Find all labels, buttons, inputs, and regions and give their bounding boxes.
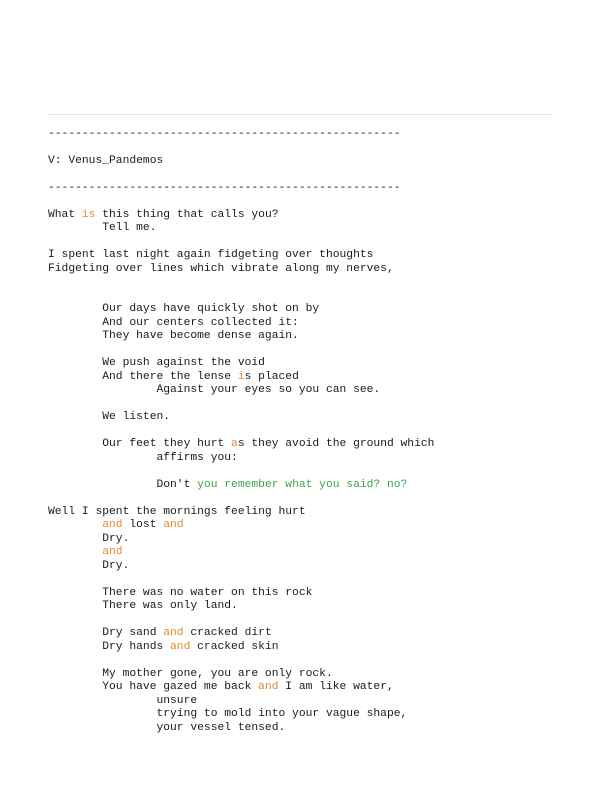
text-line: ---------------------------------------------------- xyxy=(48,127,401,140)
text-line xyxy=(48,168,434,182)
text-line: and lost and xyxy=(102,519,184,531)
text-line: trying to mold into your vague shape, xyxy=(48,708,408,720)
text-line xyxy=(48,465,434,479)
text-line: Dry. xyxy=(48,559,130,572)
text-line: Dry. xyxy=(48,532,130,545)
text-line xyxy=(48,573,434,587)
highlighted-word: i xyxy=(231,370,245,383)
text-line xyxy=(48,276,434,290)
text-line xyxy=(48,195,434,209)
text-line: Our feet they hurt as they avoid the ground which xyxy=(48,438,435,450)
text-line: You have gazed me back and I am like water, xyxy=(48,681,394,693)
text-line xyxy=(48,141,434,155)
text-line xyxy=(48,614,434,628)
highlighted-word: and xyxy=(102,546,123,558)
highlighted-word: is xyxy=(81,208,96,221)
text-line: There was no water on this rock xyxy=(48,586,313,599)
highlighted-word: you remember what you said? no? xyxy=(190,478,408,491)
highlighted-word: and xyxy=(170,640,191,653)
text-line xyxy=(48,398,434,412)
text-line: Our days have quickly shot on by xyxy=(48,303,320,315)
text-line: And our centers collected it: xyxy=(48,316,299,329)
text-line: We push against the void xyxy=(48,357,265,369)
text-line xyxy=(48,654,434,668)
text-line: Against your eyes so you can see. xyxy=(48,384,381,396)
text-line: There was only land. xyxy=(48,600,238,612)
poem-text-body xyxy=(48,114,434,735)
text-line xyxy=(48,546,434,560)
highlighted-word: and xyxy=(102,519,123,531)
text-line: They have become dense again. xyxy=(48,330,299,342)
highlighted-word: a xyxy=(224,438,238,450)
text-line: affirms you: xyxy=(48,451,238,464)
text-line xyxy=(48,425,434,439)
highlighted-word: and xyxy=(163,627,184,639)
text-line: We listen. xyxy=(48,411,171,423)
text-line: your vessel tensed. xyxy=(48,721,286,734)
text-line: Tell me. xyxy=(48,222,157,234)
text-line: Fidgeting over lines which vibrate along my nerves, xyxy=(48,262,394,275)
text-line: ---------------------------------------------------- xyxy=(48,181,401,194)
text-line xyxy=(48,344,434,358)
text-line xyxy=(48,290,434,304)
text-line: Don't you remember what you said? no? xyxy=(48,478,408,491)
text-line xyxy=(48,114,434,128)
text-line: unsure xyxy=(48,694,198,707)
text-line xyxy=(48,492,434,506)
text-line: And there the lense is placed xyxy=(48,370,299,383)
text-line: Dry hands and cracked skin xyxy=(48,640,279,653)
text-line: Dry sand and cracked dirt xyxy=(48,627,272,639)
text-line: V: Venus_Pandemos xyxy=(48,154,164,167)
text-line xyxy=(48,236,434,250)
text-line: Well I spent the mornings feeling hurt xyxy=(48,505,306,518)
text-line: What is this thing that calls you? xyxy=(48,208,279,221)
highlighted-word: and xyxy=(258,681,279,693)
text-line: I spent last night again fidgeting over thoughts xyxy=(48,249,374,261)
highlighted-word: and xyxy=(163,519,184,531)
text-line: My mother gone, you are only rock. xyxy=(48,667,333,680)
